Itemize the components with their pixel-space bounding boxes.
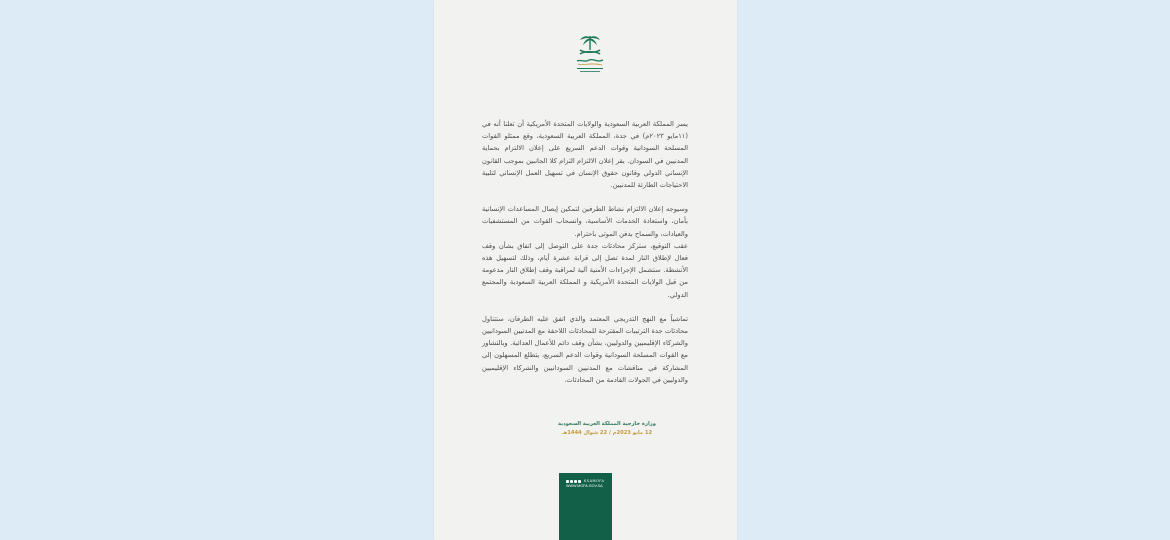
statement-body bbox=[482, 118, 688, 386]
website-url[interactable]: WWW.MOFA.GOV.SA bbox=[566, 484, 603, 488]
social-icons bbox=[566, 479, 604, 483]
paragraph: وسيوجه إعلان الالتزام نشاط الطرفين لتمكين إيصال المساعدات الإنسانية بأمان، واستعادة الخدمات الأساسية، وانسحاب القوات من المستشفيات والعيادات، والسماح بدفن الموتى باحترام. bbox=[482, 205, 688, 238]
statement-date: 12 مايو 2023م / 22 شوال 1444هـ bbox=[561, 430, 653, 436]
ministry-emblem-logo bbox=[571, 32, 609, 76]
document-page bbox=[434, 0, 737, 540]
facebook-icon bbox=[574, 480, 577, 483]
social-handle: KSAMOFA bbox=[584, 479, 605, 483]
paragraph: يسر المملكة العربية السعودية والولايات المتحدة الأمريكية أن تعلنا أنه في (١١مايو ٢٠٢٣م) في جدة، المملكة العربية السعودية، وقع ممثلو القوات المسلحة السودانية وقوات الدعم السريع على إعلان الالتزام بحماية المدنيين في السودان. يقر إعلان الالتزام التزام كلا الجانبين بموجب القانون الإنساني الدولي وقانون حقوق الإنسان في تسهيل العمل الإنساني لتلبية الاحتياجات الطارئة للمدنيين. bbox=[482, 120, 689, 190]
twitter-icon bbox=[578, 480, 581, 483]
ministry-name: وزارة خارجية المملكة العربية السعودية bbox=[558, 421, 656, 427]
paragraph: تماشياً مع النهج التدريجي المعتمد والذي اتفق عليه الطرفان، ستتناول محادثات جدة الترتيبات المقترحة للمحادثات اللاحقة مع المدنيين السودانيين والشركاء الإقليميين والدوليين، بشأن وقف دائم للأعمال العدائية. وبالتشاور مع القوات المسلحة السودانية وقوات الدعم السريع، يتطلع المسهلون إلى المشاركة في مناقشات مع المدنيين السودانيين والشركاء الإقليميين والدوليين في الجولات القادمة من المحادثات. bbox=[482, 314, 688, 384]
youtube-icon bbox=[570, 480, 573, 483]
signature-block bbox=[492, 420, 722, 438]
paragraph: عقب التوقيع، ستركز محادثات جدة على التوصل إلى اتفاق بشأن وقف فعال لإطلاق النار لمدة تصل إلى قرابة عشرة أيام، وذلك لتسهيل هذه الأنشطة. ستشمل الإجراءات الأمنية آلية لمراقبة وقف إطلاق النار مدعومة من قبل الولايات المتحدة الأمريكية و المملكة العربية السعودية والمجتمع الدولي. bbox=[482, 241, 688, 299]
footer-banner bbox=[559, 473, 612, 540]
instagram-icon bbox=[566, 480, 569, 483]
